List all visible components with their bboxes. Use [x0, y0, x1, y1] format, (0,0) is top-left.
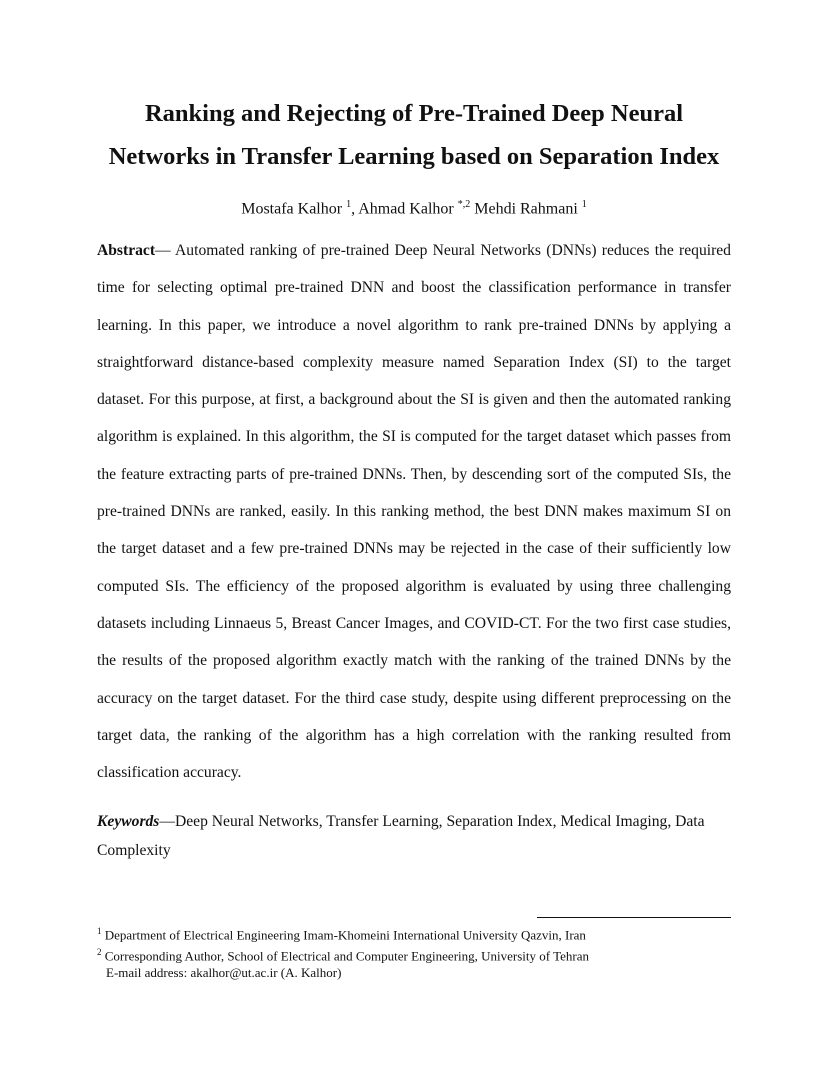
keywords-label: Keywords — [97, 813, 160, 830]
author-name: Mehdi Rahmani — [474, 200, 578, 218]
keywords — [97, 807, 731, 865]
author-affiliation-mark: *,2 — [457, 199, 471, 210]
footnote-mark: 2 — [97, 946, 102, 957]
abstract-dash: — — [155, 242, 176, 259]
paper-title — [60, 92, 768, 178]
footnote-text: Department of Electrical Engineering Imam-Khomeini International University Qazvin, Iran — [101, 927, 586, 943]
abstract-text: Automated ranking of pre-trained Deep Neural Networks (DNNs) reduces the required time for selecting optimal pre-trained DNN and boost the classification performance in transfer learning. In this paper, we introduce a novel algorithm to rank pre-trained DNNs by applying a straightforward distance-based complexity measure named Separation Index (SI) to the target dataset. For this purpose, at first, a background about the SI is given and then the automated ranking algorithm is explained. In this algorithm, the SI is computed for the target dataset which passes from the feature extracting parts of pre-trained DNNs. Then, by descending sort of the computed SIs, the pre-trained DNNs are ranked, easily. In this ranking method, the best DNN makes maximum SI on the target dataset and a few pre-trained DNNs may be rejected in the case of their sufficiently low computed SIs. The efficiency of the proposed algorithm is evaluated by using three challenging datasets including Linnaeus 5, Breast Cancer Images, and COVID-CT. For the two first case studies, the results of the proposed algorithm exactly match with the ranking of the trained DNNs by the accuracy on the target dataset. For the third case study, despite using different preprocessing on the target data, the ranking of the algorithm has a high correlation with the ranking resulted from classification accuracy. — [97, 242, 731, 782]
abstract — [97, 232, 731, 791]
author-affiliation-mark: 1 — [581, 199, 587, 210]
title-line-1: Ranking and Rejecting of Pre-Trained Deep Neural — [144, 100, 684, 127]
author-name: Ahmad Kalhor — [358, 200, 454, 218]
footnote-text: Corresponding Author, School of Electrical and Computer Engineering, University of Tehran — [101, 948, 590, 964]
author-name: Mostafa Kalhor — [241, 200, 343, 218]
author-affiliation-mark: 1 — [346, 199, 352, 210]
footnote-item — [97, 923, 731, 944]
footnote-divider — [537, 917, 731, 918]
email-line: E-mail address: akalhor@ut.ac.ir (A. Kalhor) — [106, 964, 342, 980]
author-list — [0, 194, 828, 220]
abstract-label: Abstract — [97, 242, 156, 259]
footnotes — [97, 923, 731, 981]
footnote-item — [97, 944, 731, 965]
keywords-dash: — — [159, 813, 175, 830]
author-separator: , — [351, 200, 359, 218]
footnote-mark: 1 — [97, 926, 102, 936]
keywords-text: Deep Neural Networks, Transfer Learning, Separation Index, Medical Imaging, Data Complexity — [97, 813, 705, 859]
title-line-2: Networks in Transfer Learning based on Separation Index — [108, 143, 720, 170]
